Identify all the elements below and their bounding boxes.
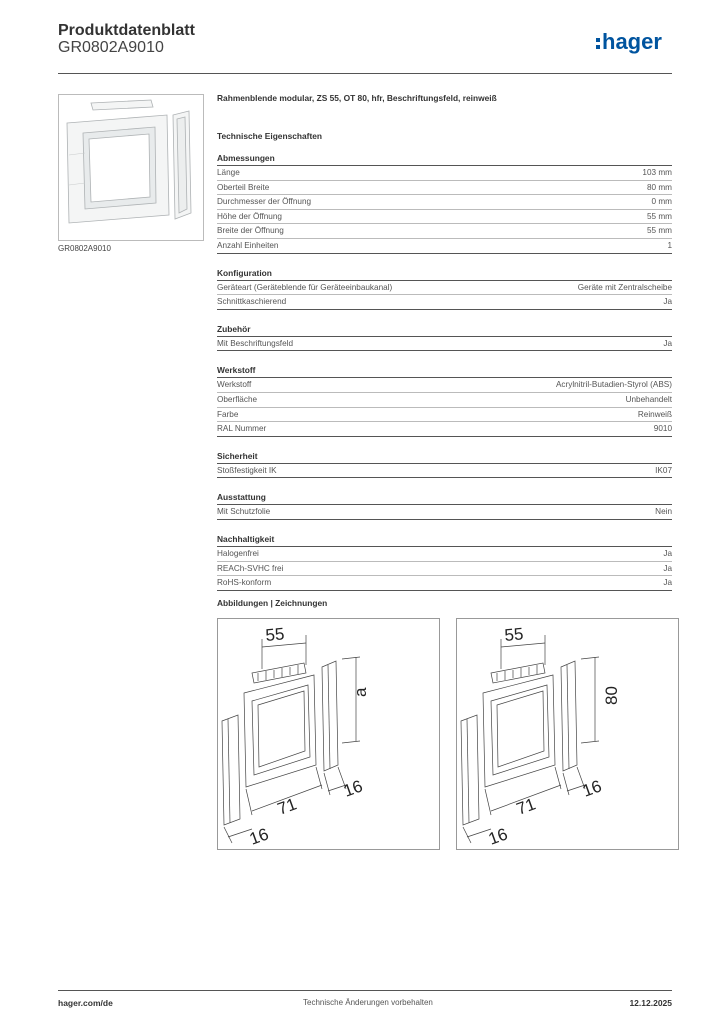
article-number: GR0802A9010 <box>58 39 164 56</box>
spec-value: 55 mm <box>646 211 672 221</box>
spec-row <box>217 408 672 423</box>
svg-text:55: 55 <box>264 624 286 645</box>
product-thumbnail <box>58 94 204 241</box>
spec-row <box>217 239 672 254</box>
document-title: Produktdatenblatt <box>58 22 195 39</box>
section-heading: Zubehör <box>217 322 672 337</box>
spec-label: Mit Beschriftungsfeld <box>217 338 293 348</box>
svg-text:16: 16 <box>579 776 605 801</box>
spec-content <box>217 90 672 591</box>
spec-row <box>217 281 672 296</box>
spec-row <box>217 576 672 591</box>
spec-value: Ja <box>663 548 672 558</box>
spec-sections <box>217 151 672 591</box>
section-rows <box>217 464 672 479</box>
spec-label: RoHS-konform <box>217 578 272 588</box>
spec-value: 0 mm <box>651 197 672 207</box>
spec-row <box>217 337 672 352</box>
spec-label: Halogenfrei <box>217 548 259 558</box>
spec-label: Schnittkaschierend <box>217 297 287 307</box>
section-heading: Abmessungen <box>217 151 672 166</box>
figures-heading: Abbildungen | Zeichnungen <box>217 598 328 608</box>
spec-value: Unbehandelt <box>625 394 672 404</box>
svg-text:16: 16 <box>246 824 272 849</box>
spec-row <box>217 181 672 196</box>
spec-value: 55 mm <box>646 226 672 236</box>
spec-value: 9010 <box>653 424 672 434</box>
spec-label: Breite der Öffnung <box>217 226 284 236</box>
product-description: Rahmenblende modular, ZS 55, OT 80, hfr, Beschriftungsfeld, reinweiß <box>217 93 497 103</box>
section-rows <box>217 505 672 520</box>
spec-label: RAL Nummer <box>217 424 267 434</box>
spec-value: 1 <box>667 240 672 250</box>
spec-row <box>217 166 672 181</box>
spec-label: Farbe <box>217 409 239 419</box>
spec-row <box>217 505 672 520</box>
svg-text:16: 16 <box>485 824 511 849</box>
spec-label: Höhe der Öffnung <box>217 211 282 221</box>
hager-logo <box>594 28 684 58</box>
header-divider <box>58 73 672 74</box>
spec-label: Durchmesser der Öffnung <box>217 197 312 207</box>
section-rows <box>217 378 672 436</box>
svg-text:hager: hager <box>602 29 662 54</box>
footer-date: 12.12.2025 <box>629 998 672 1008</box>
section-rows <box>217 547 672 591</box>
spec-label: Oberfläche <box>217 394 258 404</box>
spec-row <box>217 195 672 210</box>
spec-value: Nein <box>655 507 672 517</box>
section-heading: Nachhaltigkeit <box>217 532 672 547</box>
spec-label: Werkstoff <box>217 380 252 390</box>
section-heading: Werkstoff <box>217 363 672 378</box>
spec-value: 103 mm <box>642 168 672 177</box>
drawing-1 <box>217 618 440 850</box>
section-heading: Ausstattung <box>217 490 672 505</box>
spec-label: Geräteart (Geräteblende für Geräteeinbaukanal) <box>217 282 393 292</box>
spec-label: Mit Schutzfolie <box>217 507 271 517</box>
spec-value: Ja <box>663 297 672 307</box>
spec-row <box>217 464 672 479</box>
spec-row <box>217 295 672 310</box>
spec-value: 80 mm <box>646 182 672 192</box>
spec-row <box>217 378 672 393</box>
spec-row <box>217 210 672 225</box>
spec-row <box>217 547 672 562</box>
svg-text:55: 55 <box>503 624 525 645</box>
spec-value: Ja <box>663 578 672 588</box>
spec-value: Geräte mit Zentralscheibe <box>577 282 672 292</box>
spec-value: Ja <box>663 563 672 573</box>
svg-text:16: 16 <box>340 776 366 801</box>
section-heading: Sicherheit <box>217 449 672 464</box>
spec-value: IK07 <box>655 465 672 475</box>
technical-properties-heading: Technische Eigenschaften <box>217 131 323 141</box>
spec-value: Reinweiß <box>637 409 672 419</box>
spec-label: Oberteil Breite <box>217 182 270 192</box>
svg-text:a: a <box>351 687 370 697</box>
footer-notice: Technische Änderungen vorbehalten <box>303 998 433 1007</box>
drawing-2 <box>456 618 679 850</box>
spec-label: Anzahl Einheiten <box>217 240 279 250</box>
spec-value: Acrylnitril-Butadien-Styrol (ABS) <box>555 380 672 390</box>
spec-label: Stoßfestigkeit IK <box>217 465 277 475</box>
section-rows <box>217 166 672 254</box>
spec-row <box>217 562 672 577</box>
footer-website[interactable]: hager.com/de <box>58 998 113 1008</box>
section-heading: Konfiguration <box>217 266 672 281</box>
svg-text:71: 71 <box>513 794 539 819</box>
section-rows <box>217 337 672 352</box>
section-rows <box>217 281 672 310</box>
spec-row <box>217 393 672 408</box>
svg-text:80: 80 <box>602 686 621 705</box>
svg-text:71: 71 <box>274 794 300 819</box>
footer-divider <box>58 990 672 991</box>
spec-label: REACh-SVHC frei <box>217 563 284 573</box>
spec-row <box>217 422 672 437</box>
spec-label: Länge <box>217 168 240 177</box>
thumbnail-caption: GR0802A9010 <box>58 244 111 253</box>
spec-row <box>217 224 672 239</box>
spec-value: Ja <box>663 338 672 348</box>
